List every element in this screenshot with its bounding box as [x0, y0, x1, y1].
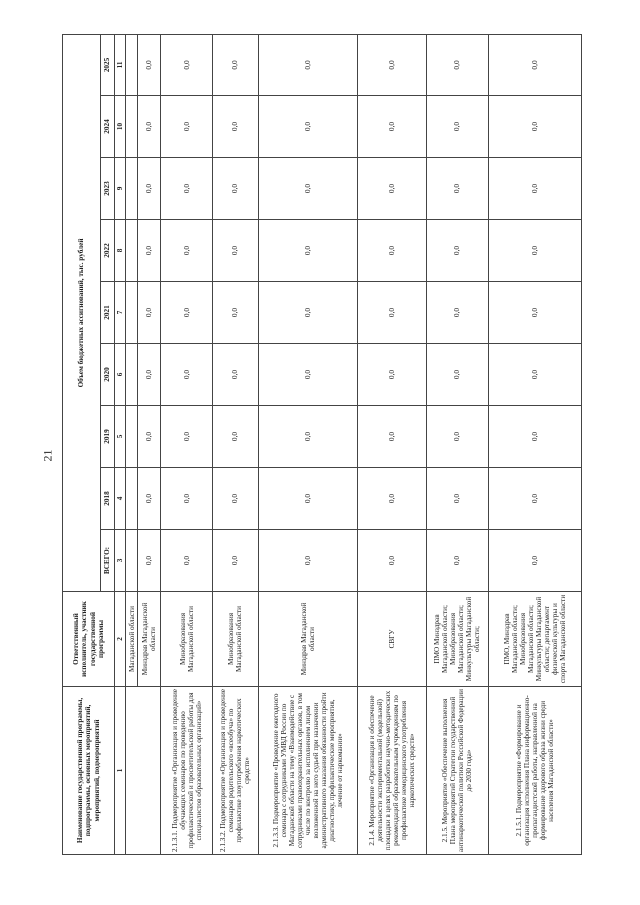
- value-cell: 0,0: [426, 344, 488, 406]
- value-cell: 0,0: [358, 158, 426, 220]
- value-cell: [126, 96, 138, 158]
- header-year-2021: 2021: [101, 282, 115, 344]
- col-index: 8: [115, 220, 126, 282]
- value-cell: 0,0: [488, 530, 581, 592]
- col-index: 5: [115, 406, 126, 468]
- header-year-total: ВСЕГО:: [101, 530, 115, 592]
- index-row: [115, 34, 126, 854]
- table-row: [358, 34, 426, 854]
- col-index: 7: [115, 282, 126, 344]
- row-name: 2.1.5. Мероприятие «Обеспечение выполнения Плана мероприятий Стратегии государственной антинаркотической политики Российской Федерации до 2030 года»: [426, 687, 488, 855]
- value-cell: 0,0: [161, 282, 213, 344]
- value-cell: [126, 220, 138, 282]
- value-cell: 0,0: [213, 468, 259, 530]
- row-name: 2.1.4. Мероприятие «Организация и обеспечение деятельности экспериментальной (модельной) площадки в целях разработки научно-методических рекомендаций образовательным учреждениям по профилактике немедицинского употребления наркотических средств»: [358, 687, 426, 855]
- row-name: 2.1.3.2. Подмероприятие «Организация и проведение семинаров родительского «всеобуча» по профилактике злоупотребления наркотических средств»: [213, 687, 259, 855]
- row-name: [126, 687, 161, 855]
- header-executor: Ответственный исполнитель, участник государственной программы: [63, 592, 115, 687]
- value-cell: [126, 530, 138, 592]
- value-cell: 0,0: [488, 34, 581, 95]
- value-cell: 0,0: [488, 468, 581, 530]
- value-cell: 0,0: [426, 220, 488, 282]
- value-cell: [126, 406, 138, 468]
- header-year-2018: 2018: [101, 468, 115, 530]
- value-cell: 0,0: [161, 96, 213, 158]
- value-cell: 0,0: [161, 34, 213, 95]
- value-cell: 0,0: [161, 468, 213, 530]
- value-cell: 0,0: [258, 468, 357, 530]
- header-year-2023: 2023: [101, 158, 115, 220]
- header-year-2019: 2019: [101, 406, 115, 468]
- value-cell: 0,0: [426, 530, 488, 592]
- row-executor: ПМО, Минздрав Магаданской области; Минобразования Магаданской области; Минкультуры Магаданской области; департамент физической культуры и спорта Магаданской области: [488, 592, 581, 687]
- value-cell: 0,0: [138, 158, 161, 220]
- value-cell: 0,0: [213, 406, 259, 468]
- value-cell: 0,0: [488, 96, 581, 158]
- col-index: 11: [115, 34, 126, 95]
- value-cell: 0,0: [138, 530, 161, 592]
- value-cell: [126, 282, 138, 344]
- value-cell: 0,0: [138, 282, 161, 344]
- table-row: [161, 34, 213, 854]
- value-cell: 0,0: [358, 468, 426, 530]
- col-index: 10: [115, 96, 126, 158]
- row-executor: Магаданской области: [126, 592, 138, 687]
- col-index: 3: [115, 530, 126, 592]
- value-cell: 0,0: [213, 530, 259, 592]
- value-cell: 0,0: [161, 344, 213, 406]
- table-row: [126, 34, 138, 854]
- budget-table: [62, 34, 582, 855]
- value-cell: 0,0: [258, 530, 357, 592]
- header-budget-group: Объем бюджетных ассигнований, тыс. рублей: [63, 34, 101, 591]
- value-cell: 0,0: [161, 530, 213, 592]
- col-index: 1: [115, 687, 126, 855]
- row-executor: Минобразования Магаданской области: [161, 592, 213, 687]
- row-executor: ПМО Минздрав Магаданской области; Минобразования Магаданской области; Минкультуры Магаданской области;: [426, 592, 488, 687]
- value-cell: 0,0: [213, 220, 259, 282]
- value-cell: 0,0: [138, 344, 161, 406]
- row-executor: Минздрав Магаданской области: [138, 592, 161, 687]
- value-cell: 0,0: [213, 344, 259, 406]
- value-cell: 0,0: [358, 344, 426, 406]
- value-cell: 0,0: [138, 406, 161, 468]
- col-index: 6: [115, 344, 126, 406]
- value-cell: 0,0: [213, 96, 259, 158]
- row-executor: СВГУ: [358, 592, 426, 687]
- row-executor: Минздрав Магаданской области: [258, 592, 357, 687]
- value-cell: 0,0: [358, 34, 426, 95]
- row-name: 2.1.5.1. Подмероприятие «Формирование и организация исполнения Плана информационно-пропагандистской работы, направленной на формирование здорового образа жизни среди населения Магаданской области»: [488, 687, 581, 855]
- header-year-2025: 2025: [101, 34, 115, 95]
- value-cell: [126, 468, 138, 530]
- value-cell: 0,0: [426, 406, 488, 468]
- table-row: [426, 34, 488, 854]
- row-name: 2.1.3.1. Подмероприятие «Организация и проведение обучающих семинаров по проведению профилактической и просветительской работы для специалистов образовательных организаций»: [161, 687, 213, 855]
- value-cell: 0,0: [258, 158, 357, 220]
- value-cell: 0,0: [358, 406, 426, 468]
- col-index: 4: [115, 468, 126, 530]
- value-cell: 0,0: [426, 96, 488, 158]
- value-cell: 0,0: [426, 158, 488, 220]
- value-cell: 0,0: [138, 96, 161, 158]
- value-cell: 0,0: [426, 282, 488, 344]
- value-cell: 0,0: [138, 468, 161, 530]
- value-cell: 0,0: [258, 34, 357, 95]
- value-cell: [126, 158, 138, 220]
- value-cell: 0,0: [138, 220, 161, 282]
- header-name: Наименование государственной программы, подпрограммы, основных мероприятий, мероприятий, подмероприятий: [63, 687, 115, 855]
- value-cell: 0,0: [258, 406, 357, 468]
- header-year-2022: 2022: [101, 220, 115, 282]
- value-cell: 0,0: [258, 220, 357, 282]
- value-cell: 0,0: [213, 34, 259, 95]
- value-cell: 0,0: [358, 96, 426, 158]
- value-cell: 0,0: [138, 34, 161, 95]
- value-cell: 0,0: [258, 344, 357, 406]
- value-cell: [126, 344, 138, 406]
- value-cell: 0,0: [161, 220, 213, 282]
- col-index: 9: [115, 158, 126, 220]
- value-cell: 0,0: [358, 282, 426, 344]
- table-row: [213, 34, 259, 854]
- header-year-2024: 2024: [101, 96, 115, 158]
- value-cell: 0,0: [258, 282, 357, 344]
- table-row: [258, 34, 357, 854]
- table-row: [488, 34, 581, 854]
- value-cell: 0,0: [426, 468, 488, 530]
- value-cell: 0,0: [161, 158, 213, 220]
- value-cell: 0,0: [488, 158, 581, 220]
- value-cell: 0,0: [213, 282, 259, 344]
- value-cell: 0,0: [488, 406, 581, 468]
- row-name: 2.1.3.3. Подмероприятие «Проведение ежегодного семинара с сотрудниками УМВД России по Магаданской области на тему «Взаимодействие с сотрудниками правоохранительных органов, в том числе по контролю за исполнением лицом возложенной на него судьей при назначении административного наказания обязанности пройти диагностику, профилактические мероприятия, лечение от наркомании»: [258, 687, 357, 855]
- value-cell: 0,0: [488, 220, 581, 282]
- value-cell: [126, 34, 138, 95]
- row-executor: Минобразования Магаданской области: [213, 592, 259, 687]
- value-cell: 0,0: [258, 96, 357, 158]
- header-year-2020: 2020: [101, 344, 115, 406]
- value-cell: 0,0: [161, 406, 213, 468]
- col-index: 2: [115, 592, 126, 687]
- value-cell: 0,0: [213, 158, 259, 220]
- value-cell: 0,0: [358, 530, 426, 592]
- value-cell: 0,0: [426, 34, 488, 95]
- value-cell: 0,0: [488, 344, 581, 406]
- value-cell: 0,0: [488, 282, 581, 344]
- rotated-table-container: [62, 35, 582, 855]
- page-number: 21: [40, 449, 55, 462]
- value-cell: 0,0: [358, 220, 426, 282]
